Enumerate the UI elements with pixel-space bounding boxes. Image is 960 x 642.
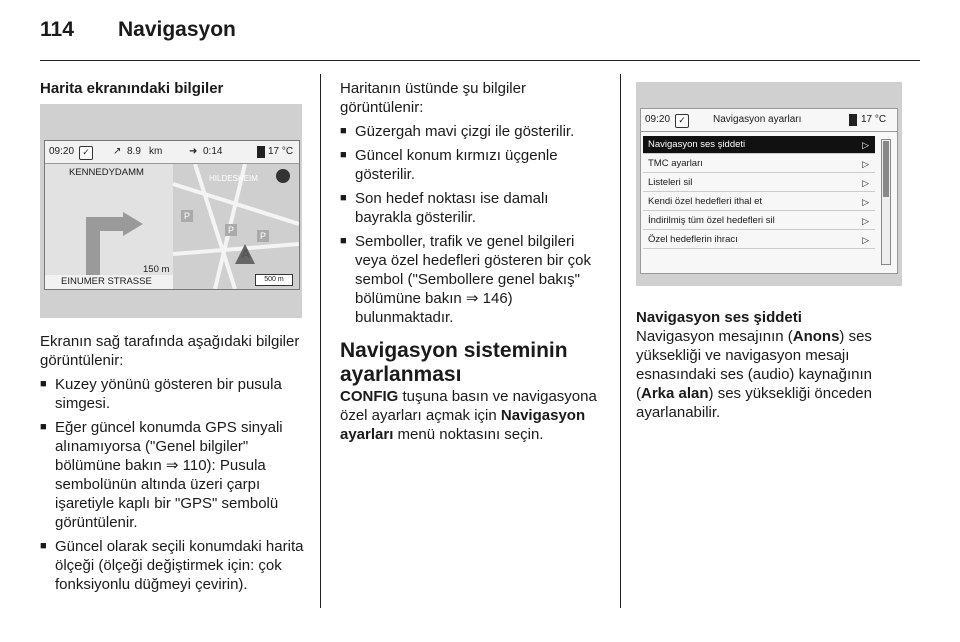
menu-item-tmc[interactable] — [643, 155, 875, 173]
column-3-text — [636, 308, 906, 422]
menu-name: Navigasyon ayarları — [340, 407, 586, 443]
city-label: HILDESHEIM — [209, 174, 258, 183]
chevron-right-icon: ▷ — [862, 159, 869, 169]
parking-icon: P — [181, 210, 193, 222]
chevron-right-icon: ▷ — [862, 235, 869, 245]
map-drawing — [45, 164, 299, 289]
menu-item-delete-pois[interactable] — [643, 212, 875, 230]
menu-scrollbar[interactable] — [881, 139, 891, 265]
volume-text: Navigasyon mesajının ( — [636, 328, 793, 345]
maneuver-distance: 150 m — [143, 264, 170, 275]
settings-time: 09:20 — [645, 114, 671, 125]
thermometer-icon — [257, 146, 265, 158]
settings-status-bar — [641, 109, 897, 132]
chevron-right-icon: ▷ — [862, 216, 869, 226]
anons-label: Anons — [792, 328, 840, 345]
chevron-right-icon: ▷ — [862, 178, 869, 188]
menu-item-label: Listeleri sil — [648, 177, 693, 188]
settings-temp: 17 °C — [861, 114, 887, 125]
column-1 — [40, 79, 308, 98]
settings-menu — [640, 108, 898, 274]
route-icon: ↗ — [113, 146, 122, 157]
bullet-item: ■ Semboller, trafik ve genel bilgileri veya özel hedefleri gösteren bir çok sembol ("Sembollere genel bakış" bölümüne bakın ⇒ 146) bulunmaktadır. — [340, 232, 608, 327]
menu-item-label: TMC ayarları — [648, 158, 703, 169]
volume-paragraph — [636, 327, 906, 422]
menu-item-export-pois[interactable] — [643, 231, 875, 249]
column-1-text — [40, 332, 308, 594]
menu-item-label: İndirilmiş tüm özel hedefleri sil — [648, 215, 775, 226]
parking-icon: P — [225, 224, 237, 236]
section-subheading: Harita ekranındaki bilgiler — [40, 80, 224, 97]
settings-screen-image — [636, 82, 902, 286]
header-rule — [40, 60, 920, 61]
map-eta: 0:14 — [203, 146, 223, 157]
map-distance: 8.9 — [127, 146, 141, 157]
volume-text: ) ses yüksekliği önceden ayarlanabilir. — [636, 385, 872, 421]
menu-item-import-pois[interactable] — [643, 193, 875, 211]
bullet-item: ■ Kuzey yönünü gösteren bir pusula simgesi. — [40, 375, 308, 413]
map-area — [45, 164, 299, 289]
street-name-bottom: EINUMER STRASSE — [45, 275, 173, 289]
column-2 — [340, 79, 608, 444]
config-paragraph — [340, 387, 608, 444]
config-text: tuşuna basın ve navigasyona özel ayarları açmak için — [340, 388, 597, 424]
bullet-list — [340, 122, 608, 327]
scrollbar-thumb[interactable] — [883, 141, 889, 197]
section-subheading: Navigasyon ses şiddeti — [636, 309, 802, 326]
volume-text: ) ses yüksekliği ve navigasyon mesajı esnasındaki ses (audio) kaynağının ( — [636, 328, 872, 402]
map-distance-unit: km — [149, 146, 163, 157]
map-scale: 500 m — [255, 274, 293, 286]
parking-icon: P — [257, 230, 269, 242]
bullet-item: ■ Son hedef noktası ise damalı bayrakla gösterilir. — [340, 189, 608, 227]
bullet-list — [40, 375, 308, 594]
bullet-item: ■ Eğer güncel konumda GPS sinyali alınamıyorsa ("Genel bilgiler" bölümüne bakın ⇒ 110): Pusula sembolünün altında üzeri çarpı işaretiyle kaplı bir "GPS" sembolü görüntülenir. — [40, 418, 308, 532]
intro-text: Haritanın üstünde şu bilgiler görüntülenir: — [340, 80, 526, 116]
map-status-bar — [45, 141, 299, 164]
menu-item-label: Navigasyon ses şiddeti — [648, 139, 746, 150]
config-text: menü noktasını seçin. — [393, 426, 544, 443]
page-number: 114 — [40, 18, 74, 41]
chevron-right-icon: ▷ — [862, 140, 869, 150]
config-key: CONFIG — [340, 388, 399, 405]
menu-item-clear-lists[interactable] — [643, 174, 875, 192]
map-time: 09:20 — [49, 146, 75, 157]
map-temp: 17 °C — [268, 146, 294, 157]
bullet-item: ■ Güncel olarak seçili konumdaki harita ölçeği (ölçeği değiştirmek için: çok fonksiyonlu düğmeyi çevirin). — [40, 537, 308, 594]
clock-icon: ✓ — [675, 114, 689, 128]
clock-icon: ✓ — [79, 146, 93, 160]
compass-letter: A — [241, 246, 251, 261]
destination-arrow-icon: ➜ — [189, 146, 198, 157]
chevron-right-icon: ▷ — [862, 197, 869, 207]
bullet-item: ■ Güncel konum kırmızı üçgenle gösterilir. — [340, 146, 608, 184]
street-name-top: KENNEDYDAMM — [69, 167, 144, 178]
bullet-item: ■ Güzergah mavi çizgi ile gösterilir. — [340, 122, 608, 141]
thermometer-icon — [849, 114, 857, 126]
menu-item-voice-volume[interactable] — [643, 136, 875, 154]
menu-item-label: Kendi özel hedefleri ithal et — [648, 196, 763, 207]
map-screen-image — [40, 104, 302, 318]
chapter-title: Navigasyon — [118, 18, 236, 41]
arka-alan-label: Arka alan — [641, 385, 709, 402]
column-divider — [620, 74, 621, 608]
settings-title: Navigasyon ayarları — [713, 114, 802, 125]
section-title: Navigasyon sisteminin ayarlanması — [340, 339, 568, 386]
intro-text: Ekranın sağ tarafında aşağıdaki bilgiler görüntülenir: — [40, 333, 300, 369]
menu-item-label: Özel hedeflerin ihracı — [648, 234, 738, 245]
column-divider — [320, 74, 321, 608]
